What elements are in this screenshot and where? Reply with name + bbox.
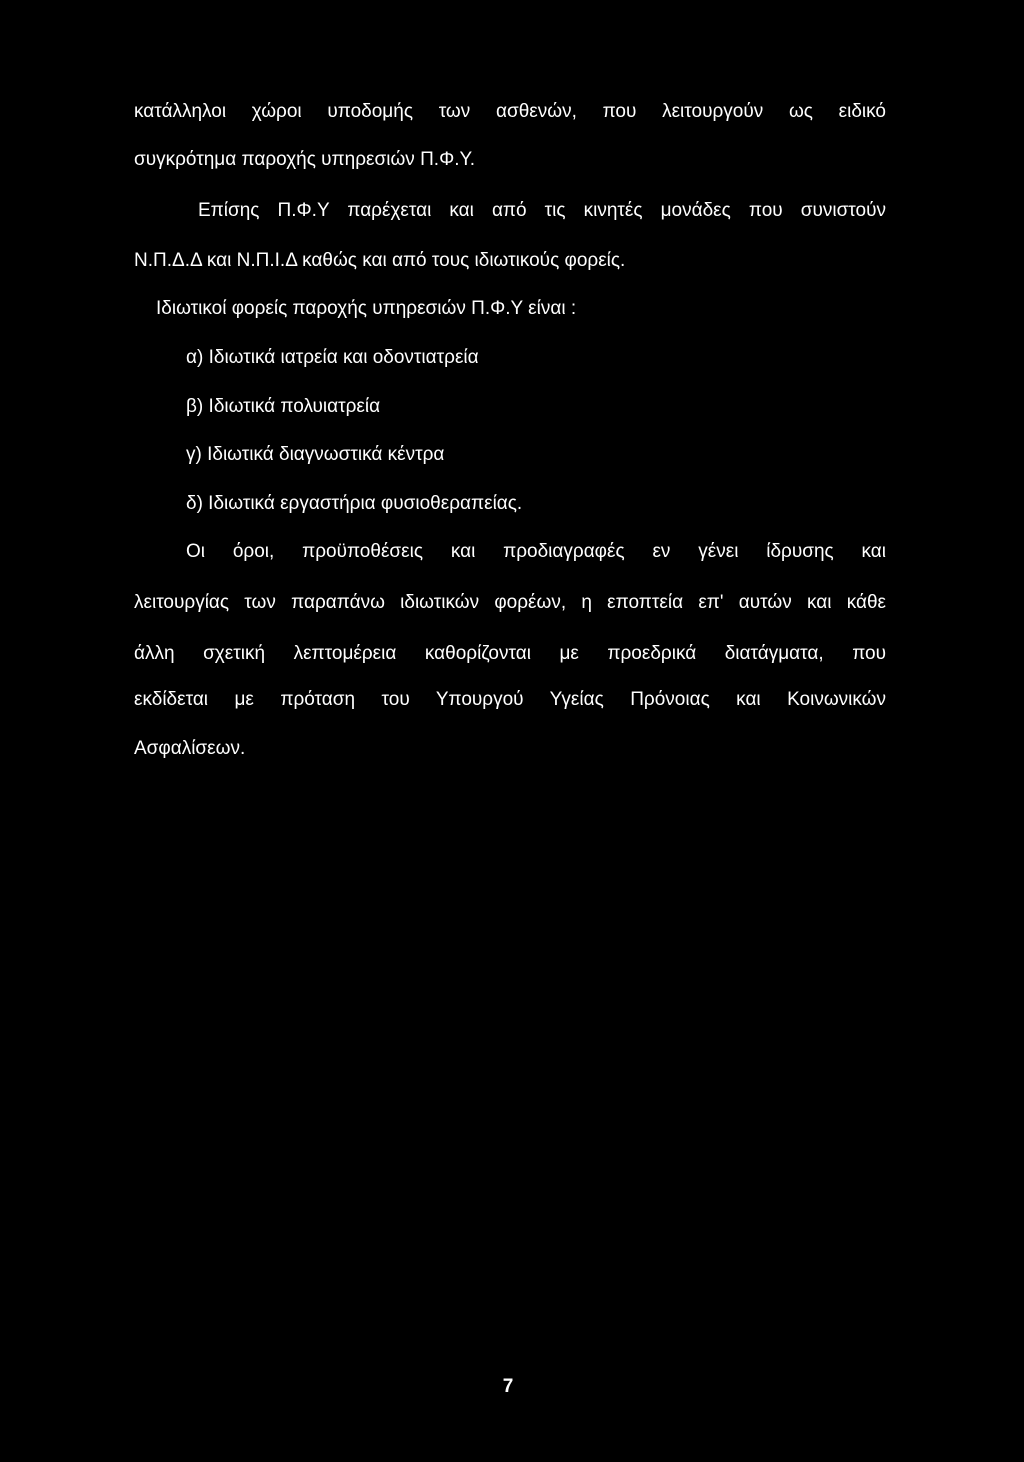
text-line-12: άλλη σχετική λεπτομέρεια καθορίζονται με προεδρικά διατάγματα, που (134, 643, 886, 664)
text-line-1: κατάλληλοι χώροι υποδομής των ασθενών, που λειτουργούν ως ειδικό (134, 101, 886, 122)
text-line-2: συγκρότημα παροχής υπηρεσιών Π.Φ.Υ. (134, 149, 476, 170)
list-item-d: δ) Ιδιωτικά εργαστήρια φυσιοθεραπείας. (186, 493, 523, 514)
list-item-b: β) Ιδιωτικά πολυιατρεία (186, 396, 381, 417)
list-item-a: α) Ιδιωτικά ιατρεία και οδοντιατρεία (186, 347, 479, 368)
text-line-13: εκδίδεται με πρόταση του Υπουργού Υγείας Πρόνοιας και Κοινωνικών (134, 689, 886, 710)
text-line-10: Οι όροι, προϋποθέσεις και προδιαγραφές εν γένει ίδρυσης και (186, 541, 886, 562)
text-line-5: Ιδιωτικοί φορείς παροχής υπηρεσιών Π.Φ.Υ είναι : (156, 298, 577, 319)
list-item-c: γ) Ιδιωτικά διαγνωστικά κέντρα (186, 444, 445, 465)
text-line-3: Επίσης Π.Φ.Υ παρέχεται και από τις κινητές μονάδες που συνιστούν (198, 200, 886, 221)
text-line-14: Ασφαλίσεων. (134, 738, 246, 759)
text-line-11: λειτουργίας των παραπάνω ιδιωτικών φορέων, η εποπτεία επ' αυτών και κάθε (134, 592, 886, 613)
page-number: 7 (502, 1376, 514, 1397)
text-line-4: Ν.Π.Δ.Δ και Ν.Π.Ι.Δ καθώς και από τους ιδιωτικούς φορείς. (134, 250, 626, 271)
